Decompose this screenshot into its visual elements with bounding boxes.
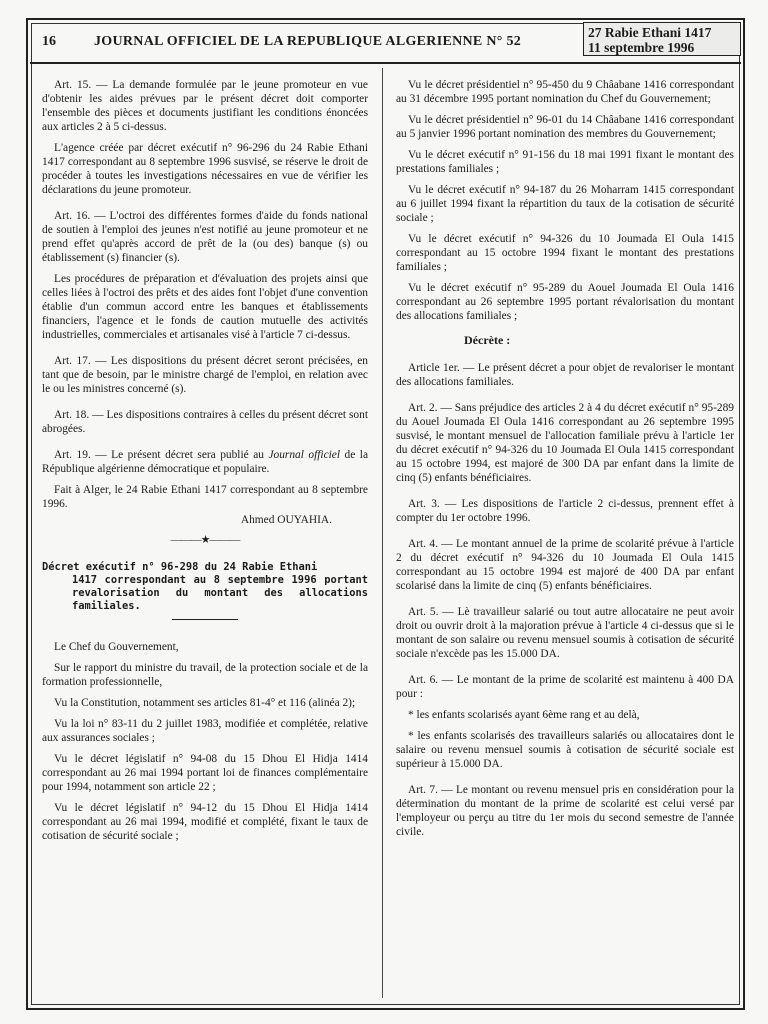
decret-title-first-line: Décret exécutif n° 96-298 du 24 Rabie Ethani (42, 561, 318, 573)
article-4: Art. 4. — Le montant annuel de la prime de scolarité prévue à l'article 2 du décret exécutif n° 94-326 du 10 Joumada El Oula 1415 correspondant au 15 octobre 1994 est majoré de 400 DA par enfant scolarisé dans la limite de cinq (5) enfants bénéficiaires. (396, 538, 734, 592)
article-15-paragraph-2: L'agence créée par décret exécutif n° 96-296 du 24 Rabie Ethani 1417 correspondant au 8 septembre 1996 susvisé, se réserve le droit de procéder à toutes les investigations nécessaires en vue de vérifier les déclarations du jeune promoteur. (42, 142, 368, 196)
fait-a-alger: Fait à Alger, le 24 Rabie Ethani 1417 correspondant au 8 septembre 1996. (42, 484, 368, 510)
article-16-paragraph-2: Les procédures de préparation et d'évaluation des projets ainsi que celles liées à l'octroi des prêts et des aides font l'objet d'une convention établie d'un commun accord entre les banques et établissements financiers, l'agence et le fonds de caution mutuelle des activités industrielles, commerciales et artisanales visé à l'article 7 ci-dessus. (42, 273, 368, 341)
vu-decret-presidentiel-96-01: Vu le décret présidentiel n° 96-01 du 14 Châabane 1416 correspondant au 5 janvier 1996 portant nomination des membres du Gouvernement; (396, 114, 734, 140)
journal-title: JOURNAL OFFICIEL DE LA REPUBLIQUE ALGERIENNE N° 52 (94, 34, 522, 49)
article-19-end: de la République algérienne démocratique et populaire. (42, 449, 369, 475)
article-18: Art. 18. — Les dispositions contraires à celles du présent décret sont abrogées. (42, 409, 368, 435)
vu-decret-legislatif-94-08: Vu le décret législatif n° 94-08 du 15 Dhou El Hidja 1414 correspondant au 26 mai 1994 portant loi de finances complémentaire pour 1994, notamment son article 22 ; (42, 753, 368, 793)
article-1: Article 1er. — Le présent décret a pour objet de revaloriser le montant des allocations familiales. (396, 362, 734, 388)
article-6-bullet-1: * les enfants scolarisés ayant 6ème rang et au delà, (408, 709, 640, 721)
article-5: Art. 5. — Lè travailleur salarié ou tout autre allocataire ne peut avoir droit ou ouvrir droit à la majoration prévue à l'article 4 ci-dessus que si le montant de son salaire ou revenu mensuel soumis à cotisation de sécurité sociale n'excède pas les 15.000 DA. (396, 606, 734, 660)
article-19-start: Art. 19. — Le présent décret sera publié au (54, 449, 269, 461)
header-date-box (583, 22, 741, 56)
article-6: Art. 6. — Le montant de la prime de scolarité est maintenu à 400 DA pour : (396, 674, 734, 700)
left-column (42, 78, 368, 850)
decret-title (42, 561, 368, 613)
article-2: Art. 2. — Sans préjudice des articles 2 à 4 du décret exécutif n° 95-289 du Aouel Joumada El Oula 1416 correspondant au 26 septembre 1995 susvisé, le montant mensuel de l'allocation familiale prévu à l'article 1er du décret exécutif n° 94-326 du 10 Joumada El Oula 1415 correspondant au 15 octobre 1994, est majoré de 300 DA par enfant dans la limite de cinq (5) enfants bénéficiaires. (396, 402, 734, 484)
article-17: Art. 17. — Les dispositions du présent décret seront précisées, en tant que de besoin, par le ministre chargé de l'emploi, en relation avec le ou les ministres concerné (s). (42, 355, 368, 395)
vu-constitution: Vu la Constitution, notamment ses articles 81-4° et 116 (alinéa 2); (54, 697, 356, 709)
page-number: 16 (42, 34, 56, 49)
vu-loi-83-11: Vu la loi n° 83-11 du 2 juillet 1983, modifiée et complétée, relative aux assurances sociales ; (42, 718, 368, 744)
vu-decret-legislatif-94-12: Vu le décret législatif n° 94-12 du 15 Dhou El Hidja 1414 correspondant au 26 mai 1994, modifié et complété, fixant le taux de cotisation de sécurité sociale ; (42, 802, 368, 842)
journal-officiel-italic: Journal officiel (268, 449, 341, 461)
vu-decret-executif-91-156: Vu le décret exécutif n° 91-156 du 18 mai 1991 fixant le montant des prestations familiales ; (396, 149, 734, 175)
article-7: Art. 7. — Le montant ou revenu mensuel pris en considération pour la détermination du montant de la prime de scolarité est celui versé par l'employeur ou perçu au titre du 1er mois du second semestre de l'année civile. (396, 784, 734, 838)
title-underline (172, 619, 238, 620)
vu-decret-executif-95-289: Vu le décret exécutif n° 95-289 du Aouel Joumada El Oula 1416 correspondant au 26 septembre 1995 portant révalorisation du montant des allocations familiales ; (396, 282, 734, 322)
vu-decret-executif-94-326: Vu le décret exécutif n° 94-326 du 10 Joumada El Oula 1415 correspondant au 15 octobre 1994 fixant le montant des prestations familiales ; (396, 233, 734, 273)
article-16-paragraph-1: Art. 16. — L'octroi des différentes formes d'aide du fonds national de soutien à l'emploi des jeunes n'est notifié au jeune promoteur et ne prend effet qu'après accord de prêt de la (ou des) banque (s) ou établissement (s) financier (s). (42, 210, 368, 264)
decrete-heading: Décrète : (464, 333, 511, 347)
page-header (30, 22, 741, 64)
header-date-hijri: 27 Rabie Ethani 1417 (588, 25, 712, 40)
sur-le-rapport: Sur le rapport du ministre du travail, de la protection sociale et de la formation professionnelle, (42, 662, 368, 688)
signature: Ahmed OUYAHIA. (240, 514, 332, 526)
right-column (396, 78, 734, 846)
vu-decret-executif-94-187: Vu le décret exécutif n° 94-187 du 26 Moharram 1415 correspondant au 6 juillet 1994 fixant la répartition du taux de la cotisation de sécurité sociale ; (396, 184, 734, 224)
article-15-paragraph-1: Art. 15. — La demande formulée par le jeune promoteur en vue d'obtenir les aides prévues par le présent décret doit comporter l'ensemble des pièces et documents justifiant les conditions énoncées aux articles 2 à 5 ci-dessus. (42, 79, 368, 133)
column-divider (382, 68, 383, 998)
section-separator: ———★——— (170, 534, 240, 546)
header-date-gregorian: 11 septembre 1996 (588, 40, 695, 55)
decret-title-rest: 1417 correspondant au 8 septembre 1996 portant revalorisation du montant des allocations familiales. (72, 574, 368, 612)
article-6-bullet-2: * les enfants scolarisés des travailleurs salariés ou allocataires dont le salaire ou revenu mensuel soumis à cotisation de sécurité sociale est supérieur à 15.000 DA. (396, 730, 734, 770)
article-3: Art. 3. — Les dispositions de l'article 2 ci-dessus, prennent effet à compter du 1er octobre 1996. (396, 498, 734, 524)
vu-decret-presidentiel-95-450: Vu le décret présidentiel n° 95-450 du 9 Châabane 1416 correspondant au 31 décembre 1995 portant nomination du Chef du Gouvernement; (396, 79, 734, 105)
chef-du-gouvernement: Le Chef du Gouvernement, (54, 641, 179, 653)
article-19 (42, 448, 368, 476)
